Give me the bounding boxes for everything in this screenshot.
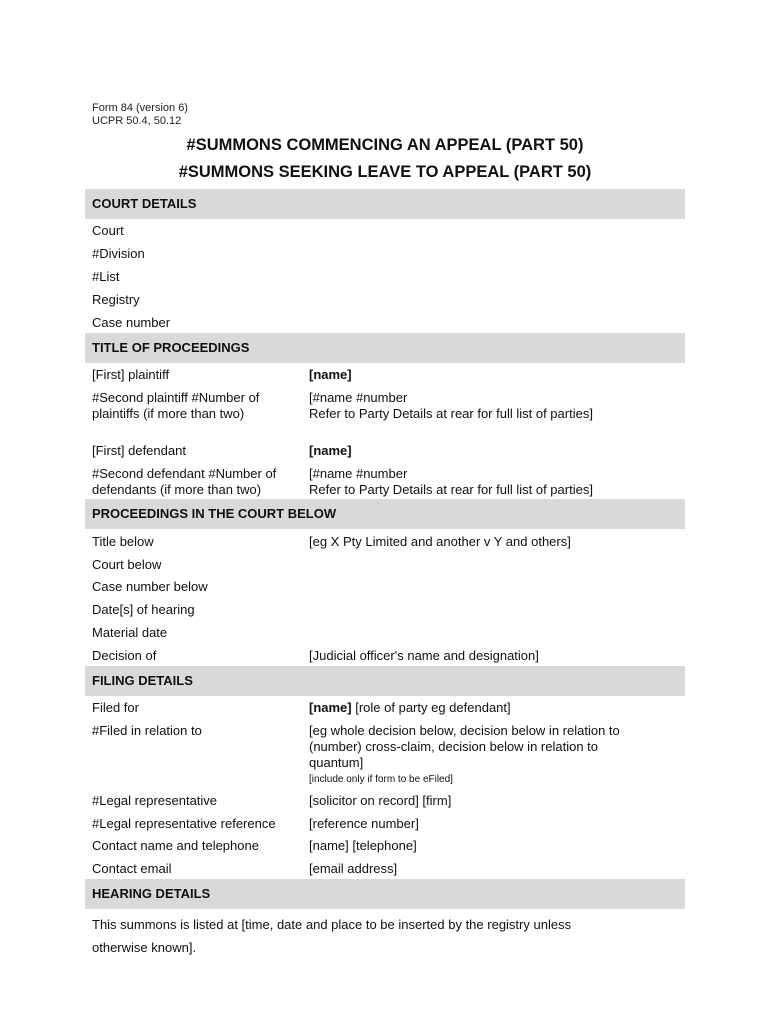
division-label: #Division <box>92 246 145 261</box>
title-below-value: [eg X Pty Limited and another v Y and others] <box>309 534 571 549</box>
second-plaintiff-label <box>92 390 307 422</box>
legal-rep-ref-label: #Legal representative reference <box>92 816 276 831</box>
hearing-details-text <box>92 913 682 959</box>
first-defendant-label: [First] defendant <box>92 443 186 458</box>
first-plaintiff-value: [name] <box>309 367 352 382</box>
filed-relation-line3: quantum] <box>309 755 364 770</box>
case-number-below-label: Case number below <box>92 579 208 594</box>
decision-of-label: Decision of <box>92 648 157 663</box>
decision-of-value: [Judicial officer's name and designation] <box>309 648 539 663</box>
email-label: Contact email <box>92 861 172 876</box>
second-defendant-label-line2: defendants (if more than two) <box>92 482 262 497</box>
section-heading-filing-details: FILING DETAILS <box>85 666 685 696</box>
title-below-label: Title below <box>92 534 154 549</box>
section-heading-hearing-details: HEARING DETAILS <box>85 879 685 909</box>
second-plaintiff-label-line2: plaintiffs (if more than two) <box>92 406 245 421</box>
dates-of-hearing-label: Date[s] of hearing <box>92 602 195 617</box>
document-title-1: #SUMMONS COMMENCING AN APPEAL (PART 50) <box>186 136 584 154</box>
filed-for-role: [role of party eg defendant] <box>351 700 511 715</box>
legal-rep-value: [solicitor on record] [firm] <box>309 793 452 808</box>
filed-relation-note: [include only if form to be eFiled] <box>309 774 453 785</box>
court-label: Court <box>92 223 124 238</box>
case-number-label: Case number <box>92 315 171 330</box>
registry-label: Registry <box>92 292 140 307</box>
email-value: [email address] <box>309 861 398 876</box>
form-reference <box>92 102 188 128</box>
legal-rep-ref-value: [reference number] <box>309 816 419 831</box>
filed-for-label: Filed for <box>92 700 139 715</box>
second-plaintiff-value-line2: Refer to Party Details at rear for full list of parties] <box>309 406 593 421</box>
second-defendant-label <box>92 466 307 498</box>
filed-relation-line1: [eg whole decision below, decision below in relation to <box>309 723 620 738</box>
filed-relation-value <box>309 723 669 786</box>
second-defendant-value-line1: [#name #number <box>309 466 408 481</box>
list-label: #List <box>92 269 120 284</box>
contact-value: [name] [telephone] <box>309 838 417 853</box>
form-rules: UCPR 50.4, 50.12 <box>92 115 182 127</box>
second-plaintiff-label-line1: #Second plaintiff #Number of <box>92 390 260 405</box>
material-date-label: Material date <box>92 625 168 640</box>
document-title-2: #SUMMONS SEEKING LEAVE TO APPEAL (PART 50) <box>178 163 592 181</box>
first-plaintiff-label: [First] plaintiff <box>92 367 170 382</box>
hearing-text-line2: otherwise known]. <box>92 940 197 955</box>
second-defendant-value-line2: Refer to Party Details at rear for full list of parties] <box>309 482 593 497</box>
filed-for-value <box>309 700 669 716</box>
court-below-label: Court below <box>92 557 162 572</box>
hearing-text-line1: This summons is listed at [time, date and place to be inserted by the registry unless <box>92 917 572 932</box>
section-heading-title-of-proceedings: TITLE OF PROCEEDINGS <box>85 333 685 363</box>
filed-for-name: [name] <box>309 700 352 715</box>
section-heading-court-details: COURT DETAILS <box>85 189 685 219</box>
first-defendant-value: [name] <box>309 443 352 458</box>
section-heading-court-below: PROCEEDINGS IN THE COURT BELOW <box>85 499 685 529</box>
second-defendant-value <box>309 466 669 498</box>
filed-relation-line2: (number) cross-claim, decision below in relation to <box>309 739 599 754</box>
second-plaintiff-value <box>309 390 669 422</box>
contact-label: Contact name and telephone <box>92 838 259 853</box>
filed-relation-label: #Filed in relation to <box>92 723 202 738</box>
form-version: Form 84 (version 6) <box>92 102 188 114</box>
second-defendant-label-line1: #Second defendant #Number of <box>92 466 277 481</box>
legal-rep-label: #Legal representative <box>92 793 218 808</box>
second-plaintiff-value-line1: [#name #number <box>309 390 408 405</box>
